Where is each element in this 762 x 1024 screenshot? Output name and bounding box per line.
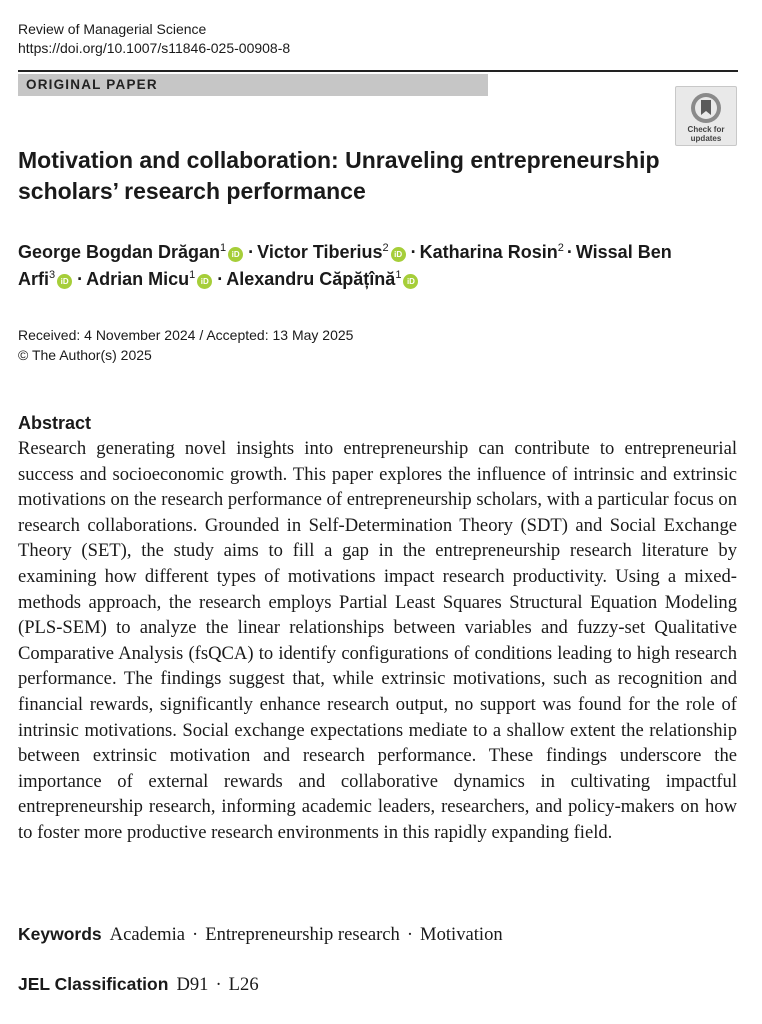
orcid-icon[interactable]: iD — [391, 247, 406, 262]
orcid-icon[interactable]: iD — [403, 274, 418, 289]
received-accepted: Received: 4 November 2024 / Accepted: 13 May 2025 — [18, 327, 354, 343]
keyword-separator: · — [406, 924, 414, 945]
keywords-label: Keywords — [18, 924, 102, 944]
keyword-item: Motivation — [420, 924, 503, 945]
jel-code: L26 — [228, 974, 259, 995]
author-affiliation: 3 — [49, 269, 56, 281]
author-affiliation: 1 — [220, 242, 227, 254]
author-name[interactable]: Adrian Micu — [86, 269, 190, 289]
author-line-2 — [18, 266, 738, 293]
author-separator: · — [77, 269, 84, 289]
journal-name: Review of Managerial Science — [18, 21, 207, 37]
author-affiliation: 1 — [189, 269, 196, 281]
abstract-text: Research generating novel insights into entrepreneurship can contribute to entrepreneurial success and socioeconomic growth. This paper explores the influence of intrinsic and extrinsic motivations on the research performance of entrepreneurship scholars, with a particular focus on research collaborations. Grounded in Self-Determination Theory (SDT) and Social Exchange Theory (SET), the study aims to fill a gap in the entrepreneurship research literature by examining how different types of motivations impact research productivity. Using a mixed-methods approach, the research employs Partial Least Squares Structural Equation Modeling (PLS-SEM) to analyze the linear relationships between variables and fuzzy-set Qualitative Comparative Analysis (fsQCA) to identify configurations of conditions leading to high research performance. The findings suggest that, while extrinsic motivations, such as recognition and financial rewards, significantly enhance research output, no support was found for the role of intrinsic motivations. Social exchange expectations mediate to a shallow extent the relationship between extrinsic motivation and research performance. These findings underscore the importance of external rewards and collaborative dynamics in cultivating impactful entrepreneurship research, informing academic leaders, researchers, and policy-makers on how to foster more productive research environments in this rapidly expanding field. — [18, 438, 737, 843]
author-name[interactable]: Alexandru Căpățînă — [226, 269, 396, 289]
author-line-1 — [18, 239, 738, 266]
jel-classification-line — [18, 972, 259, 997]
journal-header — [18, 20, 290, 58]
orcid-icon[interactable]: iD — [57, 274, 72, 289]
journal-doi[interactable]: https://doi.org/10.1007/s11846-025-00908-8 — [18, 40, 291, 56]
keyword-item: Entrepreneurship research — [205, 924, 400, 945]
keyword-separator: · — [192, 924, 199, 945]
orcid-icon[interactable]: iD — [197, 274, 212, 289]
author-affiliation: 2 — [382, 242, 389, 254]
orcid-icon[interactable]: iD — [228, 247, 243, 262]
paper-title — [18, 145, 718, 207]
check-updates-line2: updates — [690, 134, 722, 143]
keywords-line — [18, 922, 503, 947]
author-affiliation: 1 — [395, 269, 402, 281]
jel-separator: · — [215, 974, 222, 995]
author-name[interactable]: Victor Tiberius — [257, 242, 383, 262]
abstract-heading: Abstract — [18, 413, 92, 433]
author-name[interactable]: Wissal Ben — [575, 242, 672, 262]
article-type-banner: ORIGINAL PAPER — [18, 74, 488, 96]
keyword-item: Academia — [109, 924, 186, 945]
author-list — [18, 239, 738, 293]
title-line-1: Motivation and collaboration: Unraveling entrepreneurship — [18, 147, 660, 173]
author-name[interactable]: Katharina Rosin — [419, 242, 558, 262]
check-updates-line1: Check for — [687, 125, 725, 134]
author-separator: · — [248, 242, 255, 262]
author-separator: · — [566, 242, 573, 262]
author-separator: · — [410, 242, 417, 262]
author-name[interactable]: George Bogdan Drăgan — [18, 242, 221, 262]
jel-label: JEL Classification — [18, 974, 169, 994]
check-updates-icon — [689, 91, 723, 125]
publication-dates — [18, 325, 353, 365]
title-line-2: scholars’ research performance — [18, 178, 366, 204]
author-separator: · — [217, 269, 224, 289]
copyright: © The Author(s) 2025 — [18, 347, 152, 363]
jel-code: D91 — [176, 974, 209, 995]
header-rule — [18, 70, 738, 72]
author-affiliation: 2 — [557, 242, 564, 254]
check-for-updates-badge[interactable] — [675, 86, 737, 146]
author-name[interactable]: Arfi — [18, 269, 49, 289]
